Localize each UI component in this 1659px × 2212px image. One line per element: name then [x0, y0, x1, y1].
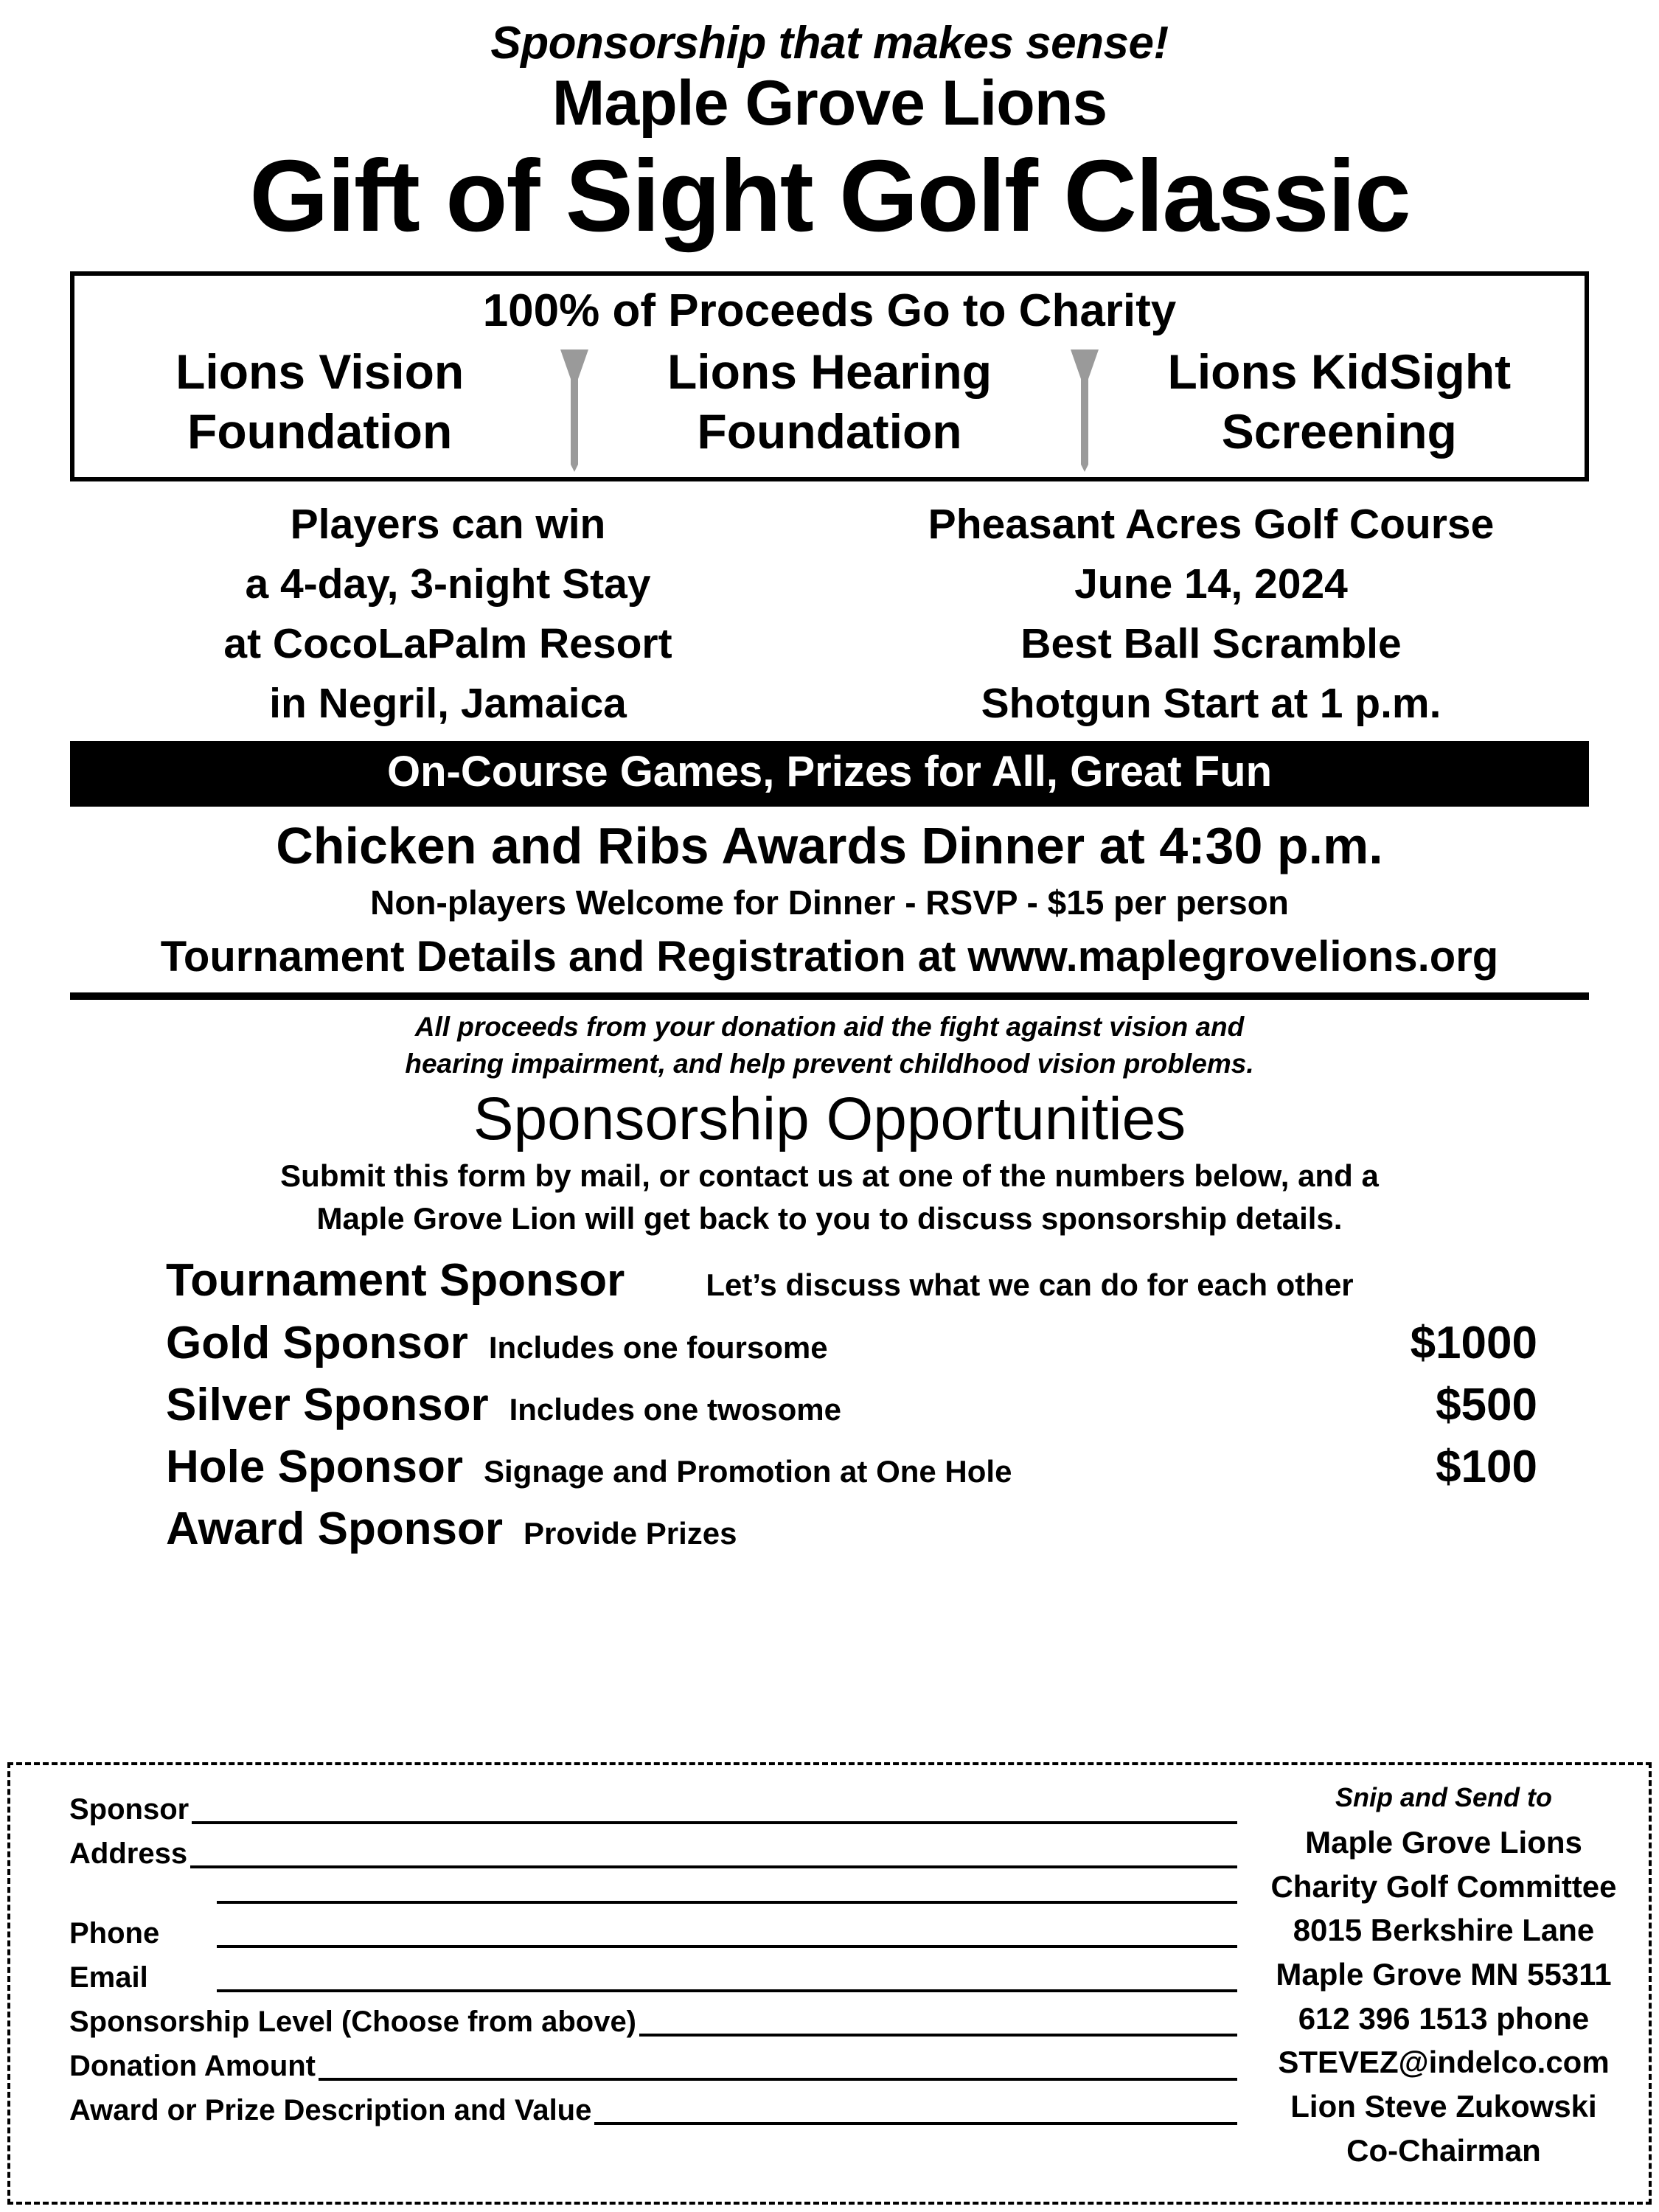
sponsor-level-name: Silver Sponsor	[166, 1379, 489, 1430]
divider-rule	[70, 992, 1589, 1000]
sponsor-level-desc: Provide Prizes	[524, 1516, 737, 1551]
email-field-label: Email	[69, 1961, 148, 1994]
mailing-address-block	[1252, 1765, 1649, 2202]
venue-line-1: Pheasant Acres Golf Course	[928, 501, 1495, 549]
beneficiary-line-1: Lions Hearing	[667, 344, 992, 400]
mail-line: 8015 Berkshire Lane	[1293, 1913, 1595, 1948]
event-info	[70, 495, 1589, 734]
donation-amount-field-label: Donation Amount	[69, 2050, 316, 2082]
beneficiary-lions-hearing	[591, 342, 1067, 461]
mail-contact-name: Lion Steve Zukowski	[1290, 2088, 1597, 2124]
sponsor-level-price: $1000	[1410, 1317, 1537, 1368]
form-row-email	[69, 1963, 1237, 1992]
submit-line-2: Maple Grove Lion will get back to you to discuss sponsorship details.	[316, 1200, 1343, 1236]
sponsor-level-name: Award Sponsor	[166, 1503, 504, 1555]
proceeds-note	[70, 1009, 1589, 1082]
donation-amount-input[interactable]	[319, 2053, 1237, 2081]
mail-phone: 612 396 1513 phone	[1298, 2000, 1590, 2036]
sponsorship-opportunities-title: Sponsorship Opportunities	[473, 1085, 1186, 1152]
sponsor-level-desc: Includes one foursome	[488, 1329, 828, 1365]
beneficiary-line-2: Foundation	[697, 403, 962, 459]
form-fields	[10, 1765, 1252, 2202]
sponsor-level-row	[166, 1442, 1537, 1492]
sponsor-level-price: $500	[1436, 1379, 1537, 1430]
beneficiary-line-1: Lions Vision	[175, 344, 465, 400]
phone-field-label: Phone	[69, 1917, 160, 1950]
form-row-sponsor	[69, 1795, 1237, 1824]
form-row-address-2	[69, 1876, 1237, 1904]
dinner-headline: Chicken and Ribs Awards Dinner at 4:30 p.m.	[276, 816, 1383, 874]
prize-info	[70, 495, 833, 734]
mail-line: Maple Grove Lions	[1305, 1825, 1582, 1860]
phone-input[interactable]	[217, 1920, 1237, 1948]
venue-line-3: Best Ball Scramble	[1020, 620, 1402, 668]
award-description-input[interactable]	[594, 2097, 1237, 2125]
address-field-label: Address	[69, 1837, 188, 1870]
venue-line-4: Shotgun Start at 1 p.m.	[981, 680, 1441, 728]
sponsor-level-name: Tournament Sponsor	[166, 1255, 625, 1307]
snip-and-send-form	[7, 1762, 1652, 2205]
sponsor-level-name: Gold Sponsor	[166, 1317, 468, 1368]
sponsor-level-price: $100	[1436, 1441, 1537, 1493]
golf-tee-icon	[557, 342, 591, 461]
mail-line: Maple Grove MN 55311	[1276, 1957, 1612, 1992]
form-row-sponsorship-level	[69, 2007, 1237, 2037]
sponsor-level-row	[166, 1504, 1537, 1554]
address-input[interactable]	[190, 1840, 1237, 1868]
sponsor-levels-list	[70, 1256, 1589, 1554]
submit-instructions	[70, 1155, 1589, 1240]
beneficiary-lions-vision	[82, 342, 557, 461]
beneficiary-line-2: Foundation	[187, 403, 453, 459]
sponsorship-level-field-label: Sponsorship Level (Choose from above)	[69, 2006, 637, 2038]
sponsor-field-label: Sponsor	[69, 1793, 189, 1826]
prize-line-3: at CocoLaPalm Resort	[223, 620, 672, 668]
charity-beneficiaries	[82, 342, 1577, 461]
submit-line-1: Submit this form by mail, or contact us at one of the numbers below, and a	[280, 1158, 1379, 1193]
venue-info	[833, 495, 1589, 734]
organization-name: Maple Grove Lions	[552, 68, 1107, 139]
email-input[interactable]	[217, 1964, 1237, 1992]
charity-heading: 100% of Proceeds Go to Charity	[482, 285, 1177, 337]
address-2-input[interactable]	[217, 1876, 1237, 1904]
sponsor-level-row	[166, 1256, 1537, 1306]
snip-and-send-heading: Snip and Send to	[1335, 1782, 1552, 1812]
tagline: Sponsorship that makes sense!	[490, 18, 1169, 69]
venue-line-2: June 14, 2024	[1074, 560, 1348, 608]
beneficiary-lions-kidsight	[1102, 342, 1577, 461]
sponsor-level-desc: Signage and Promotion at One Hole	[484, 1454, 1012, 1489]
form-row-address	[69, 1839, 1237, 1868]
sponsor-level-row	[166, 1380, 1537, 1430]
beneficiary-line-2: Screening	[1221, 403, 1457, 459]
prize-line-1: Players can win	[290, 501, 606, 549]
form-row-award-description	[69, 2096, 1237, 2125]
sponsor-level-row	[166, 1318, 1537, 1368]
charity-box	[70, 271, 1589, 481]
beneficiary-line-1: Lions KidSight	[1167, 344, 1512, 400]
event-title: Gift of Sight Golf Classic	[249, 139, 1410, 254]
proceeds-line-2: hearing impairment, and help prevent childhood vision problems.	[405, 1048, 1254, 1079]
rsvp-note: Non-players Welcome for Dinner - RSVP - $15 per person	[370, 883, 1289, 922]
mail-email[interactable]: STEVEZ@indelco.com	[1278, 2045, 1610, 2080]
registration-note: Tournament Details and Registration at www.maplegrovelions.org	[160, 933, 1499, 981]
golf-tee-icon	[1068, 342, 1102, 461]
form-row-phone	[69, 1919, 1237, 1948]
mail-contact-role: Co-Chairman	[1346, 2132, 1541, 2168]
prize-line-2: a 4-day, 3-night Stay	[245, 560, 651, 608]
sponsor-level-desc: Let’s discuss what we can do for each other	[706, 1267, 1354, 1303]
sponsorship-level-input[interactable]	[639, 2008, 1237, 2037]
proceeds-line-1: All proceeds from your donation aid the fight against vision and	[414, 1011, 1245, 1042]
form-row-donation-amount	[69, 2051, 1237, 2081]
prize-line-4: in Negril, Jamaica	[269, 680, 627, 728]
games-banner: On-Course Games, Prizes for All, Great Fun	[70, 741, 1589, 807]
award-description-field-label: Award or Prize Description and Value	[69, 2094, 592, 2126]
mail-line: Charity Golf Committee	[1270, 1868, 1617, 1904]
sponsor-level-desc: Includes one twosome	[509, 1391, 841, 1427]
sponsor-input[interactable]	[192, 1796, 1237, 1824]
sponsor-level-name: Hole Sponsor	[166, 1441, 464, 1493]
